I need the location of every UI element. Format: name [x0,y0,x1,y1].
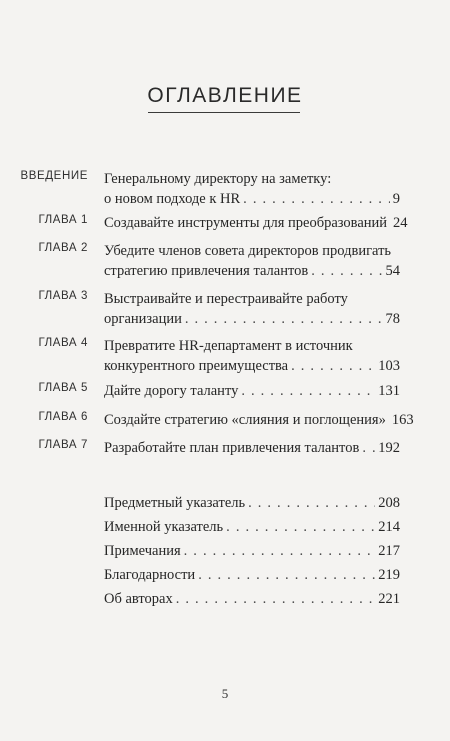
entry-title-text: Именной указатель [104,519,224,535]
entry-title-line: Превратите HR-департамент в источник [104,338,353,354]
entry-page-number: 221 [378,591,400,607]
entry-title-text: о новом подходе к HR [104,191,241,207]
entry-title [104,589,400,609]
entry-title-text: Разработайте план привлечения талантов [104,440,360,456]
entry-title-last-line [104,189,400,209]
entry-title [104,517,400,537]
entry-page-number: 163 [391,412,414,428]
entry-title [104,241,400,281]
title-underline [148,112,300,113]
dot-leader [198,565,375,585]
entry-title-text: организации [104,311,182,327]
entry-page-number: 131 [378,383,400,399]
entry-page-number: 208 [378,495,400,511]
entry-title-text: Благодарности [104,567,196,583]
dot-leader [184,541,376,561]
entry-title-last-line [104,541,400,561]
entry-page-number: 24 [393,215,408,231]
entry-title [104,213,408,233]
entry-label: ГЛАВА 3 [38,290,88,302]
entry-title-text: Создайте стратегию «слияния и поглощения» [104,412,386,428]
entry-title-last-line [104,381,400,401]
entry-page-number: 219 [378,567,400,583]
entry-title [104,336,400,376]
entry-label: ВВЕДЕНИЕ [20,170,88,182]
entry-title-last-line [104,261,400,281]
entry-label: ГЛАВА 7 [38,439,88,451]
entry-page-number: 192 [378,440,400,456]
entry-title-last-line [104,517,400,537]
entry-title [104,169,400,209]
entry-title-last-line [104,565,400,585]
entry-title-last-line [104,410,414,430]
page-number: 5 [221,686,229,701]
dot-leader [362,438,375,458]
entry-label: ГЛАВА 1 [38,214,88,226]
entry-page-number: 78 [385,311,400,327]
entry-title-text: Дайте дорогу таланту [104,383,239,399]
entry-title [104,289,400,329]
entry-title-line: Убедите членов совета директоров продвигать [104,243,392,259]
dot-leader [248,493,375,513]
entry-page-number: 9 [392,191,400,207]
dot-leader [185,309,383,329]
entry-title [104,410,414,430]
entry-title-text: конкурентного преимущества [104,358,289,374]
entry-page-number: 217 [378,543,400,559]
entry-page-number: 103 [378,358,400,374]
entry-title-last-line [104,438,400,458]
entry-label: ГЛАВА 6 [38,411,88,423]
dot-leader [226,517,375,537]
dot-leader [241,381,375,401]
entry-title-last-line [104,356,400,376]
entry-label: ГЛАВА 2 [38,242,88,254]
entry-page-number: 54 [385,263,400,279]
entry-page-number: 214 [378,519,400,535]
entry-title-text: Создавайте инструменты для преобразований [104,215,388,231]
entry-title [104,565,400,585]
entry-title-text: стратегию привлечения талантов [104,263,309,279]
entry-title-last-line [104,493,400,513]
entry-title-text: Предметный указатель [104,495,246,511]
dot-leader [176,589,376,609]
entry-title [104,541,400,561]
entry-title-line: Выстраивайте и перестраивайте работу [104,291,348,307]
entry-title-line: Генеральному директору на заметку: [104,171,332,187]
entry-title [104,381,400,401]
entry-title [104,438,400,458]
entry-title [104,493,400,513]
page-title: ОГЛАВЛЕНИЕ [147,84,303,107]
entry-title-last-line [104,213,408,233]
entry-title-last-line [104,309,400,329]
entry-title-text: Об авторах [104,591,173,607]
dot-leader [291,356,375,376]
entry-label: ГЛАВА 4 [38,337,88,349]
dot-leader [311,261,382,281]
entry-title-last-line [104,589,400,609]
entry-label: ГЛАВА 5 [38,382,88,394]
entry-title-text: Примечания [104,543,181,559]
dot-leader [243,189,390,209]
